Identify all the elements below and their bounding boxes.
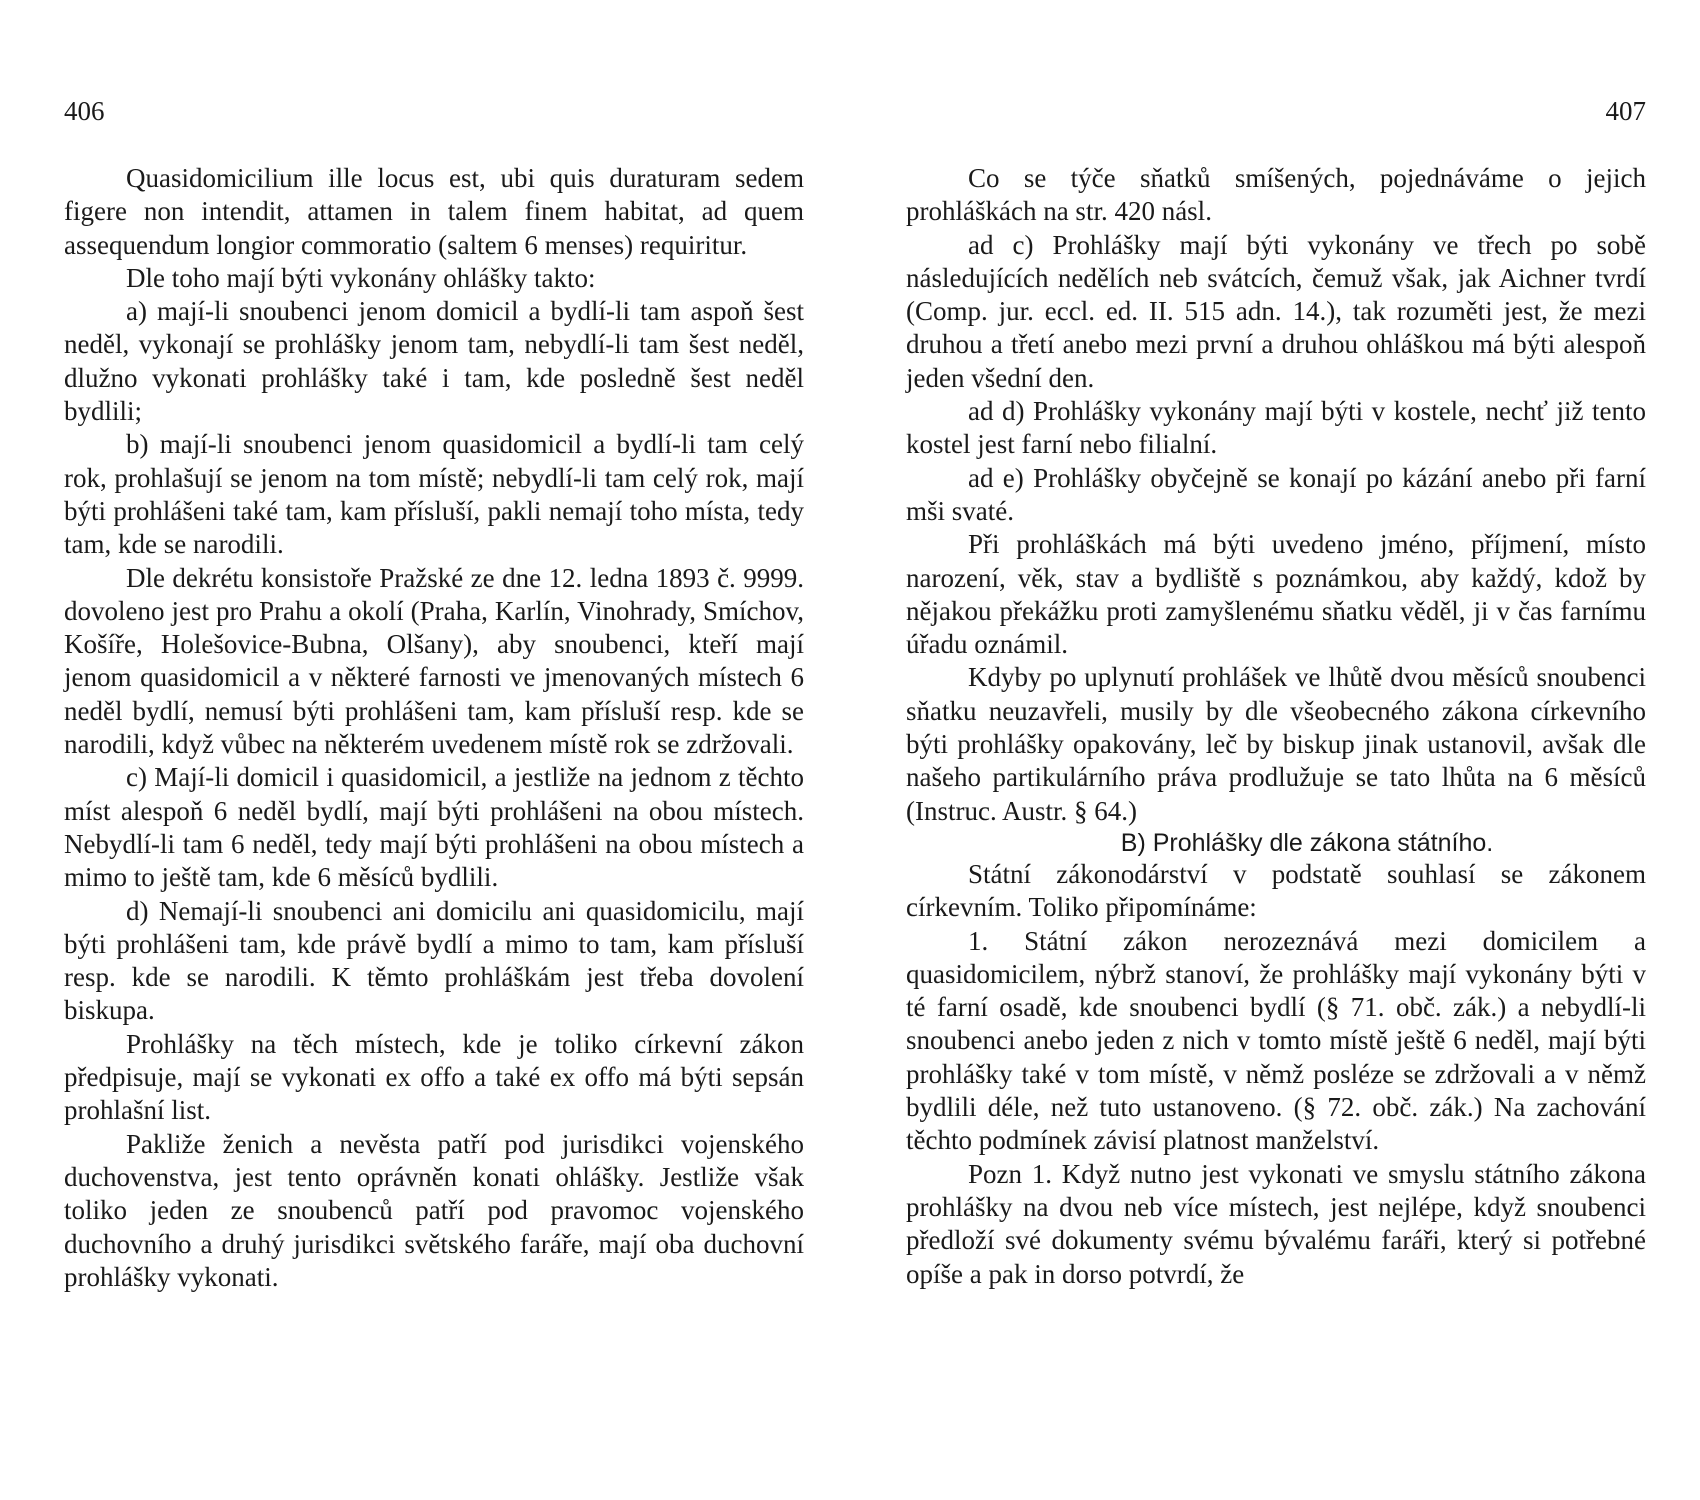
paragraph: Kdyby po uplynutí prohlášek ve lhůtě dvou měsíců snoubenci sňatku neuzavřeli, musily by dle všeobecného zákona církevního býti prohlášky opakovány, leč by biskup jinak ustanovil, avšak dle našeho partikulárního práva prodlužuje se tato lhůta na 6 měsíců (Instruc. Austr. § 64.) (906, 662, 1646, 826)
paragraph: Při prohláškách má býti uvedeno jméno, příjmení, místo narození, věk, stav a bydliště s poznámkou, aby každý, kdož by nějakou překážku proti zamyšlenému sňatku věděl, ji v čas farnímu úřadu oznámil. (906, 529, 1646, 660)
paragraph: Pozn 1. Když nutno jest vykonati ve smyslu státního zákona prohlášky na dvou neb více místech, jest nejlépe, když snoubenci předloží své dokumenty svému bývalému faráři, který si potřebné opíše a pak in dorso potvrdí, že (906, 1158, 1646, 1289)
paragraph: Dle toho mají býti vykonány ohlášky takto: (126, 262, 596, 293)
paragraph: Státní zákonodárství v podstatě souhlasí se zákonem církevním. Toliko připomínáme: (906, 858, 1646, 923)
paragraph: a) mají-li snoubenci jenom domicil a bydlí-li tam aspoň šest neděl, vykonají se prohlášky jenom tam, nebydlí-li tam šest neděl, dlužno vykonati prohlášky také i tam, kde posledně šest neděl bydlili; (64, 296, 804, 427)
paragraph: Quasidomicilium ille locus est, ubi quis duraturam sedem figere non intendit, attamen in talem finem habitat, ad quem assequendum longior commoratio (saltem 6 menses) requiritur. (64, 163, 804, 260)
paragraph: b) mají-li snoubenci jenom quasidomicil a bydlí-li tam celý rok, prohlašují se jenom na tom místě; nebydlí-li tam celý rok, mají býti prohlášeni také tam, kam přísluší, pakli nemají toho místa, tedy tam, kde se narodili. (64, 429, 804, 560)
paragraph: ad c) Prohlášky mají býti vykonány ve třech po sobě následujících nedělích neb svátcích, čemuž však, jak Aichner tvrdí (Comp. jur. eccl. ed. II. 515 adn. 14.), tak rozuměti jest, že mezi druhou a třetí anebo mezi první a druhou ohláškou má býti alespoň jeden všední den. (906, 229, 1646, 393)
paragraph: Dle dekrétu konsistoře Pražské ze dne 12. ledna 1893 č. 9999. dovoleno jest pro Prahu a okolí (Praha, Karlín, Vinohrady, Smíchov, Košíře, Holešovice-Bubna, Olšany), aby snoubenci, kteří mají jenom quasidomicil a v některé farnosti ve jmenovaných místech 6 neděl bydlí, nemusí býti prohlášeni tam, kam přísluší resp. kde se narodili, když vůbec na některém uvedenem místě rok se zdržovali. (64, 562, 804, 760)
paragraph: Co se týče sňatků smíšených, pojednáváme o jejich prohláškách na str. 420 násl. (906, 163, 1646, 227)
paragraph: ad e) Prohlášky obyčejně se konají po kázání anebo při farní mši svaté. (906, 462, 1646, 526)
paragraph: c) Mají-li domicil i quasidomicil, a jestliže na jednom z těchto míst alespoň 6 neděl bydlí, mají býti prohlášeni na obou místech. Nebydlí-li tam 6 neděl, tedy mají býti prohlášeni na obou místech a mimo to ještě tam, kde 6 měsíců bydlili. (64, 762, 804, 893)
right-page (906, 0, 1646, 1500)
page-body (64, 162, 804, 1294)
page-number: 406 (64, 96, 105, 126)
paragraph: ad d) Prohlášky vykonány mají býti v kostele, nechť již tento kostel jest farní nebo filialní. (906, 396, 1646, 460)
left-page (64, 0, 804, 1500)
paragraph: Prohlášky na těch místech, kde je toliko církevní zákon předpisuje, mají se vykonati ex offo a také ex offo má býti sepsán prohlašní list. (64, 1028, 804, 1126)
paragraph: 1. Státní zákon nerozeznává mezi domicilem a quasidomicilem, nýbrž stanoví, že prohlášky mají vykonány býti v té farní osadě, kde snoubenci bydlí (§ 71. obč. zák.) a nebydlí-li snoubenci anebo jeden z nich v tomto místě ještě 6 neděl, mají býti prohlášky také v tom místě, v němž posléze se zdržovali a v němž bydlili déle, než tuto ustanoveno. (§ 72. obč. zák.) Na zachování těchto podmínek závisí platnost manželství. (906, 925, 1646, 1156)
page-number: 407 (1605, 96, 1646, 126)
paragraph: d) Nemají-li snoubenci ani domicilu ani quasidomicilu, mají býti prohlášeni tam, kde právě bydlí a mimo to tam, kam přísluší resp. kde se narodili. K těmto prohláškám jest třeba dovolení biskupa. (64, 895, 804, 1026)
section-heading: B) Prohlášky dle zákona státního. (1120, 828, 1494, 857)
paragraph: Pakliže ženich a nevěsta patří pod jurisdikci vojenského duchovenstva, jest tento oprávněn konati ohlášky. Jestliže však toliko jeden ze snoubenců patří pod pravomoc vojenského duchovního a druhý jurisdikci světského faráře, mají oba duchovní prohlášky vykonati. (64, 1128, 804, 1292)
page-body (906, 162, 1646, 1291)
